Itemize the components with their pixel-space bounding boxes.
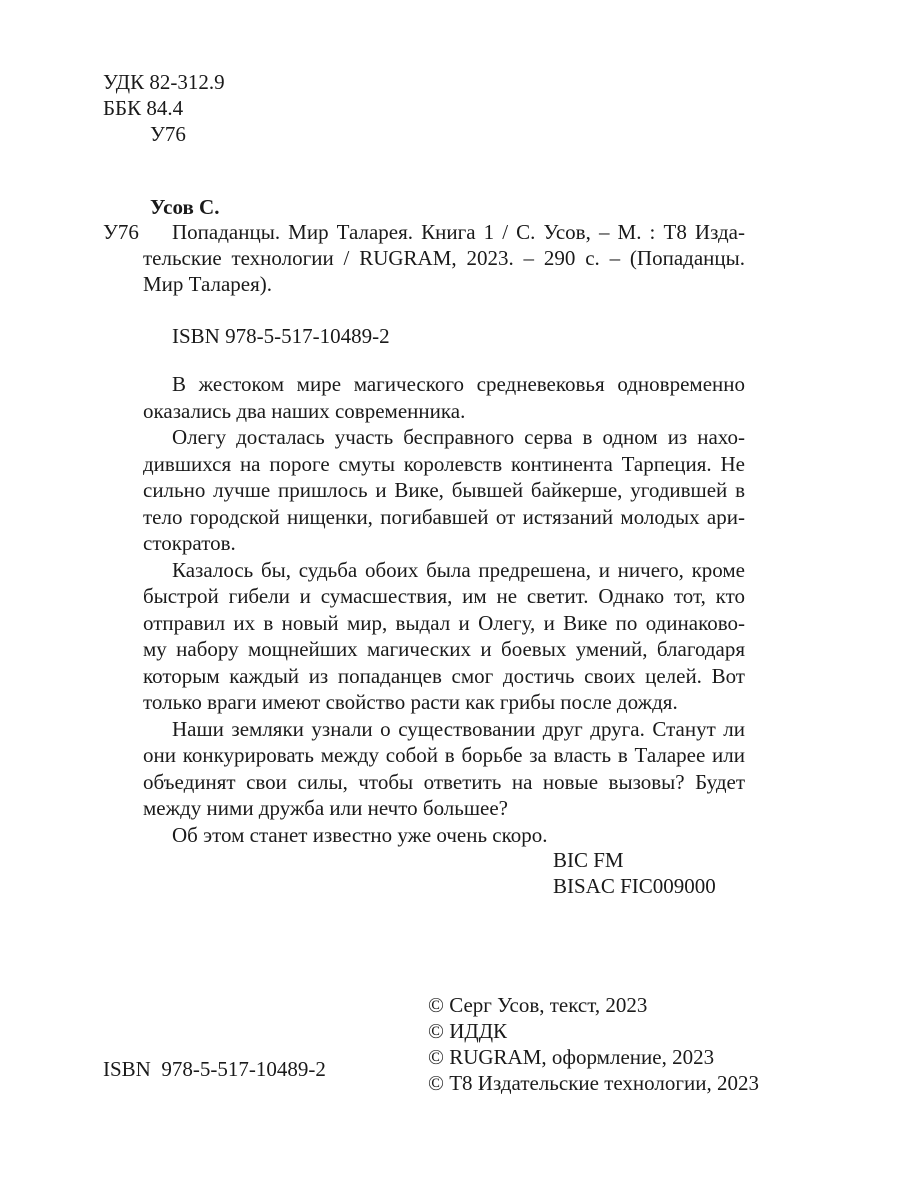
annotation-line: му набору мощнейших магических и боевых умений, благодаря bbox=[143, 637, 745, 661]
copyright-line: © Серг Усов, текст, 2023 bbox=[428, 993, 648, 1017]
bbk-code: ББК 84.4 bbox=[103, 96, 184, 120]
annotation-line: сильно лучше пришлось и Вике, бывшей байкерше, угодившей в bbox=[143, 478, 745, 502]
bisac-code: BISAC FIC009000 bbox=[553, 874, 716, 898]
annotation-line: оказались два наших современника. bbox=[143, 398, 466, 423]
record-line: тельские технологии / RUGRAM, 2023. – 290 с. – (Попаданцы. bbox=[143, 246, 745, 270]
annotation-line: они конкурировать между собой в борьбе за власть в Таларее или bbox=[143, 743, 745, 767]
annotation-line: только враги имеют свойство расти как грибы после дождя. bbox=[143, 690, 678, 714]
annotation-line: стократов. bbox=[143, 531, 236, 555]
record-mark: У76 bbox=[103, 220, 139, 244]
copyright-line: © Т8 Издательские технологии, 2023 bbox=[428, 1071, 759, 1095]
record-author: Усов С. bbox=[150, 195, 220, 219]
annotation-line: Казалось бы, судьба обоих была предрешена, и ничего, кроме bbox=[172, 557, 745, 582]
record-line: Мир Таларея). bbox=[143, 272, 272, 296]
annotation-line: объединят свои силы, чтобы ответить на новые вызовы? Будет bbox=[143, 769, 745, 794]
annotation-line: между ними дружба или нечто большее? bbox=[143, 796, 508, 820]
annotation-line: тело городской нищенки, погибавшей от истязаний молодых ари- bbox=[143, 504, 745, 529]
copyright-line: © ИДДК bbox=[428, 1019, 508, 1043]
annotation-line: дившихся на пороге смуты королевств континента Тарпеция. Не bbox=[143, 451, 745, 476]
annotation-line: Олегу досталась участь бесправного серва в одном из нахо- bbox=[172, 425, 745, 449]
footer-isbn: ISBN 978-5-517-10489-2 bbox=[103, 1057, 326, 1081]
annotation-line: которым каждый из попаданцев смог достичь своих целей. Вот bbox=[143, 663, 745, 688]
annotation-line: быстрой гибели и сумасшествия, им не светит. Однако тот, кто bbox=[143, 584, 745, 608]
annotation-line: отправил их в новый мир, выдал и Олегу, и Вике по одинаково- bbox=[143, 610, 745, 635]
annotation-line: Наши земляки узнали о существовании друг друга. Станут ли bbox=[172, 716, 745, 741]
record-isbn: ISBN 978-5-517-10489-2 bbox=[172, 324, 390, 348]
author-mark: У76 bbox=[150, 122, 186, 146]
annotation-line: В жестоком мире магического средневековья одновременно bbox=[172, 372, 745, 396]
annotation-line: Об этом станет известно уже очень скоро. bbox=[172, 822, 548, 847]
bic-code: BIC FM bbox=[553, 848, 624, 872]
record-line: Попаданцы. Мир Таларея. Книга 1 / С. Усов, – М. : Т8 Изда- bbox=[172, 220, 745, 244]
copyright-line: © RUGRAM, оформление, 2023 bbox=[428, 1045, 715, 1069]
udk-code: УДК 82-312.9 bbox=[103, 70, 225, 94]
